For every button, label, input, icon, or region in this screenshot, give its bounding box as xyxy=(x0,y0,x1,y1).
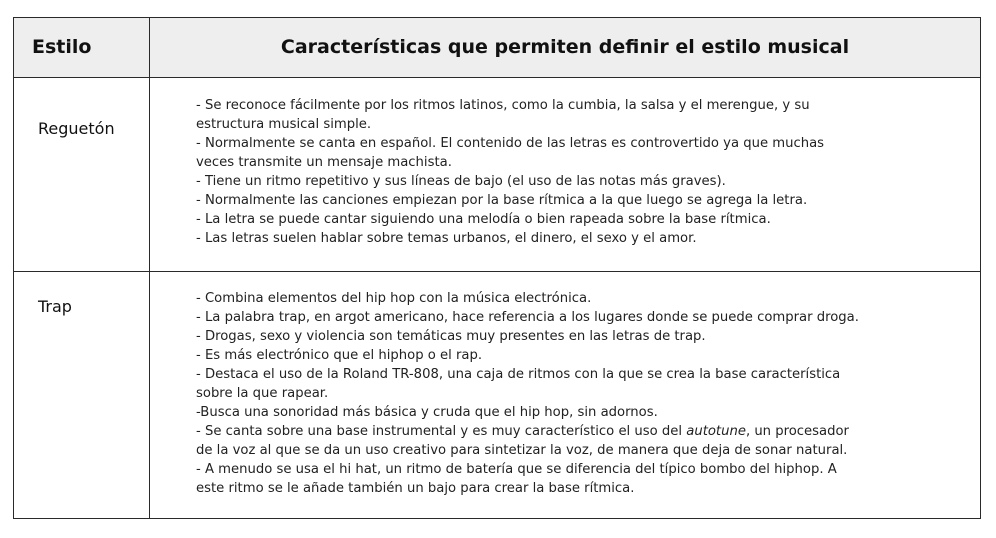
music-styles-table xyxy=(13,17,981,519)
description-regueton xyxy=(196,96,956,248)
desc-line: -Busca una sonoridad más básica y cruda que el hip hop, sin adornos. xyxy=(196,405,658,420)
desc-line: - Tiene un ritmo repetitivo y sus líneas de bajo (el uso de las notas más graves). xyxy=(196,174,726,189)
style-name-regueton: Reguetón xyxy=(38,119,115,138)
desc-line: - La letra se puede cantar siguiendo una melodía o bien rapeada sobre la base rítmica. xyxy=(196,212,771,227)
desc-line: estructura musical simple. xyxy=(196,117,372,132)
desc-line: - Combina elementos del hip hop con la música electrónica. xyxy=(196,291,592,306)
desc-line: veces transmite un mensaje machista. xyxy=(196,155,452,170)
desc-line: - Destaca el uso de la Roland TR-808, una caja de ritmos con la que se crea la base característica xyxy=(196,367,841,382)
desc-line: - Es más electrónico que el hiphop o el rap. xyxy=(196,348,483,363)
desc-line: - Las letras suelen hablar sobre temas urbanos, el dinero, el sexo y el amor. xyxy=(196,231,697,246)
style-name-trap: Trap xyxy=(38,297,72,316)
desc-line: - A menudo se usa el hi hat, un ritmo de batería que se diferencia del típico bombo del hiphop. A xyxy=(196,462,837,477)
row-divider xyxy=(14,271,980,272)
desc-italic-term: autotune xyxy=(686,424,746,439)
desc-line: - Normalmente las canciones empiezan por la base rítmica a la que luego se agrega la letra. xyxy=(196,193,808,208)
desc-line: este ritmo se le añade también un bajo para crear la base rítmica. xyxy=(196,481,635,496)
header-estilo: Estilo xyxy=(32,36,92,58)
desc-fragment: - Se canta sobre una base instrumental y es muy característico el uso del xyxy=(196,424,687,439)
desc-line: - Drogas, sexo y violencia son temáticas muy presentes en las letras de trap. xyxy=(196,329,706,344)
column-divider xyxy=(149,18,150,518)
header-caracteristicas: Características que permiten definir el estilo musical xyxy=(280,36,850,58)
desc-line: - La palabra trap, en argot americano, hace referencia a los lugares donde se puede comprar droga. xyxy=(196,310,859,325)
desc-line: - Normalmente se canta en español. El contenido de las letras es controvertido ya que muchas xyxy=(196,136,825,151)
desc-line: sobre la que rapear. xyxy=(196,386,329,401)
desc-line: de la voz al que se da un uso creativo para sintetizar la voz, de manera que deja de sonar natural. xyxy=(196,443,848,458)
desc-line xyxy=(196,422,956,441)
desc-fragment: , un procesador xyxy=(745,424,849,439)
desc-line: - Se reconoce fácilmente por los ritmos latinos, como la cumbia, la salsa y el merengue, y su xyxy=(196,98,810,113)
table-header xyxy=(14,18,980,78)
description-trap xyxy=(196,289,956,498)
